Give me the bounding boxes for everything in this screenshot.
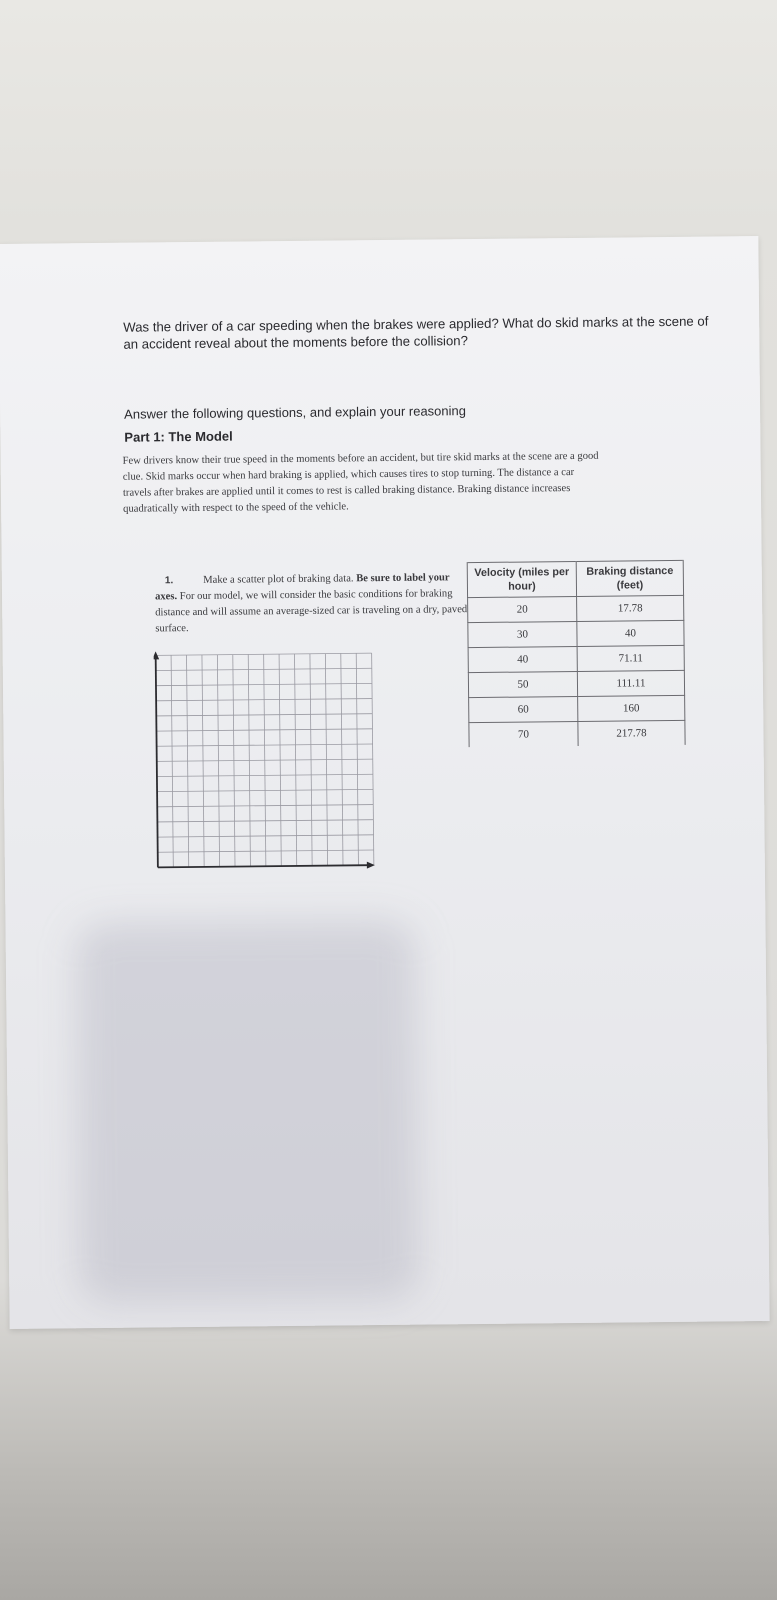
- header-braking-distance: Braking distance (feet): [576, 560, 683, 596]
- question-1: [155, 570, 474, 637]
- question-text: Make a scatter plot of braking data.: [203, 573, 354, 586]
- table-row: [468, 670, 684, 697]
- table-row: [468, 595, 684, 622]
- distance-cell: 71.11: [577, 645, 684, 671]
- hand-shadow: [75, 920, 419, 1304]
- question-number: 1.: [164, 575, 174, 587]
- velocity-cell: 40: [468, 646, 577, 672]
- part-title: Part 1: The Model: [124, 428, 233, 445]
- braking-data-table: [467, 560, 686, 747]
- instructions: Answer the following questions, and explain your reasoning: [124, 403, 467, 422]
- question-emphasis: Be sure to label your axes.: [154, 572, 450, 603]
- table-row: [469, 695, 685, 722]
- velocity-cell: 20: [468, 596, 577, 622]
- distance-cell: 217.78: [578, 720, 685, 746]
- worksheet-page: [0, 236, 770, 1329]
- velocity-cell: 60: [469, 696, 578, 722]
- velocity-cell: 30: [468, 621, 577, 647]
- y-axis: [156, 655, 158, 867]
- x-axis: [158, 865, 368, 867]
- question-text-cont: For our model, we will consider the basic conditions for braking distance and will assume an average-sized car is traveling on a dry, paved surface.: [155, 588, 468, 635]
- table-row: [469, 720, 685, 747]
- intro-question: Was the driver of a car speeding when the brakes were applied? What do skid marks at the scene of an accident reveal about the moments before the collision?: [123, 313, 709, 352]
- distance-cell: 160: [578, 695, 685, 721]
- blank-graph-grid[interactable]: [154, 649, 376, 871]
- table-row: [468, 645, 684, 672]
- distance-cell: 17.78: [577, 595, 684, 621]
- table-row: [468, 620, 684, 647]
- model-paragraph: Few drivers know their true speed in the moments before an accident, but tire skid marks at the scene are a good clue. Skid marks occur when hard braking is applied, which causes tires to stop turning. The distance a car travels after brakes are applied until it comes to rest is called braking distance. Braking distance increases quadratically with respect to the speed of the vehicle.: [122, 450, 599, 515]
- distance-cell: 111.11: [577, 670, 684, 696]
- velocity-cell: 50: [468, 671, 577, 697]
- grid-lines: [156, 653, 374, 867]
- header-velocity: Velocity (miles per hour): [467, 561, 576, 597]
- velocity-cell: 70: [469, 721, 578, 747]
- distance-cell: 40: [577, 620, 684, 646]
